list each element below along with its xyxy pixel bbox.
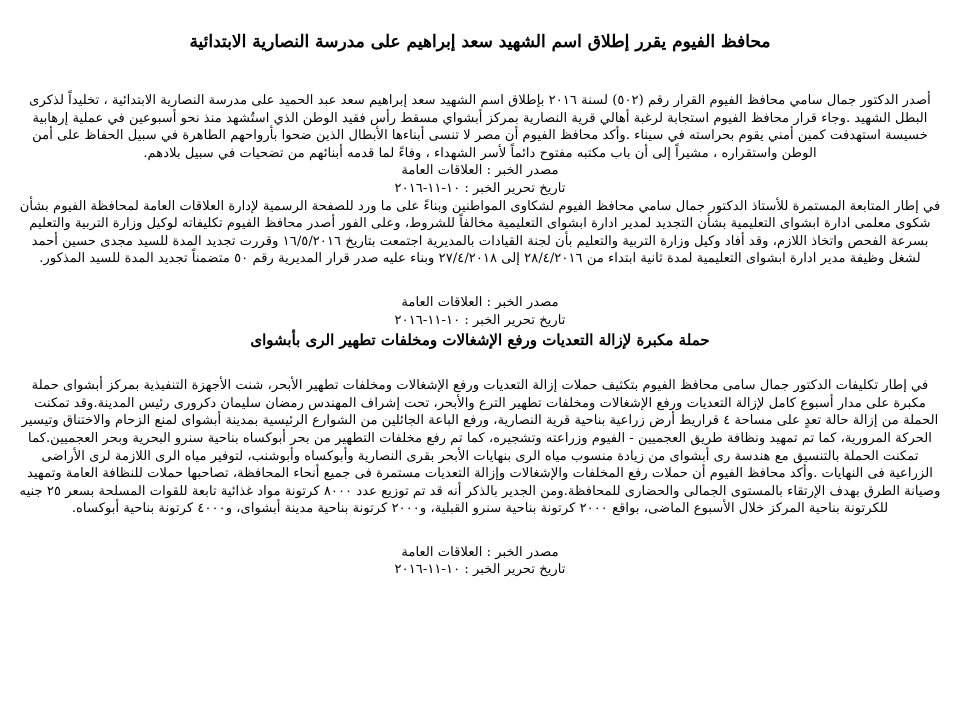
news-date-1: تاريخ تحرير الخبر : ١٠-١١-٢٠١٦ [394,180,566,196]
article-paragraph-2: في إطار المتابعة المستمرة للأستاذ الدكتور جمال سامي محافظ الفيوم لشكاوى المواطنين وبناءً على ما ورد للصفحة الرسمية لإدارة العلاقات العامة لمحافظة الفيوم بشأن شكوى معلمى ادارة ابشواى التعليمية بشأن التجديد لمدير ادارة ابشواى التعليمية مخالفاً للشروط، وعلى الفور أصدر محافظ الفيوم تكليفاته لوكيل وزارة التربية والتعليم بسرعة الفحص واتخاذ اللازم، وقد أفاد وكيل وزارة التربية والتعليم بأن لجنة القيادات بالمديرية اجتمعت بتاريخ ١٦/٥/٢٠١٦ وقررت تجديد المدة للسيد مجدى حسين أحمد لشغل وظيفة مدير ادارة ابشواى التعليمية لمدة ثانية ابتداء من ٢٨/٤/٢٠١٦ إلى ٢٧/٤/٢٠١٨ وبناء عليه صدر قرار المديرية رقم ٥٠ متضمناً تجديد المدة للسيد المذكور. [19,198,941,267]
news-date-3: تاريخ تحرير الخبر : ١٠-١١-٢٠١٦ [394,562,566,578]
news-source-3: مصدر الخبر : العلاقات العامة [401,544,559,560]
article-paragraph-1: أصدر الدكتور جمال سامي محافظ الفيوم القرار رقم (٥٠٢) لسنة ٢٠١٦ بإطلاق اسم الشهيد سعد إبراهيم سعد عبد الحميد على مدرسة النصارية الابتدائية ، تخليداً لذكرى البطل الشهيد .وجاء قرار محافظ الفيوم استجابة لرغبة أهالي قرية النصارية بمركز أبشواي مسقط رأس فقيد الوطن الذي استُشهد منذ نحو أسبوعين في عملية إرهابية خسيسة استهدفت كمين أمني يقوم بحراسته في سيناء .وأكد محافظ الفيوم أن مصر لا تنسى أبناءها الأبطال الذين ضحوا بأرواحهم الطاهرة في سبيل الحفاظ على أمن الوطن واستقراره ، مشيراً إلى أن باب مكتبه مفتوح دائماً لأسر الشهداء ، وفاءً لما قدمه أبنائهم من تضحيات في سبيل بلادهم. [29,93,931,161]
article-title-3: حملة مكبرة لإزالة التعديات ورفع الإشغالات ومخلفات تطهير الرى بأبشواى [250,331,710,350]
section-spacer [18,518,942,544]
news-date-2: تاريخ تحرير الخبر : ١٠-١١-٢٠١٦ [394,312,566,328]
article-title: محافظ الفيوم يقرر إطلاق اسم الشهيد سعد إبراهيم على مدرسة النصارية الابتدائية [189,32,771,52]
news-source-2: مصدر الخبر : العلاقات العامة [401,294,559,310]
section-spacer [18,268,942,294]
article-paragraph-3: في إطار تكليفات الدكتور جمال سامى محافظ الفيوم بتكثيف حملات إزالة التعديات ورفع الإشغالات ومخلفات تطهير الأبحر، شنت الأجهزة التنفيذية بمركز أبشواى حملة مكبرة على مدار أسبوع كامل لإزالة التعديات ورفع الإشغالات ومخلفات تطهير الترع والأبحر، تحت إشراف المهندس رمضان سليمان دكرورى رئيس المدينة.وقد تمكنت الحملة من إزالة حالة تعدٍ على مساحة ٤ قراريط أرض زراعية بناحية قرية النصارية، ورفع الباعة الجائلين من الشوارع الرئيسية بمدينة أبشواى لمنع الزحام والاختناق وتيسير الحركة المرورية، كما تم تمهيد ونظافة طريق العجميين - الفيوم وزراعته وتشجيره، كما تم رفع مخلفات التطهير من بحر أبوكساه بناحية سنرو البحرية وبحر العجميين.كما تمكنت الحملة بالتنسيق مع هندسة رى أبشواى من زيادة منسوب مياه الرى بنهايات الأبحر بقرى النصارية وأبوكساه وأبوشنب، لتوفير مياه الرى اللازمة لرى الأراضى الزراعية فى النهايات .وأكد محافظ الفيوم أن حملات رفع المخلفات والإشغالات وإزالة التعديات مستمرة فى جميع أنحاء المحافظة، تصاحبها حملات للنظافة العامة وتمهيد وصيانة الطرق بهدف الإرتقاء بالمستوى الجمالى والحضارى للمحافظة.ومن الجدير بالذكر أنه قد تم توزيع عدد ٨٠٠٠ كرتونة مواد غذائية تابعة للقوات المسلحة بسعر ٢٥ جنيه للكرتونة بناحية المركز خلال الأسبوع الماضى، بواقع ٢٠٠٠ كرتونة بناحية سنرو القبلية، و٢٠٠٠ كرتونة بناحية مدينة أبشواى، و٤٠٠٠ كرتونة بناحية أبوكساه. [19,378,941,517]
news-source-1: مصدر الخبر : العلاقات العامة [401,163,559,179]
